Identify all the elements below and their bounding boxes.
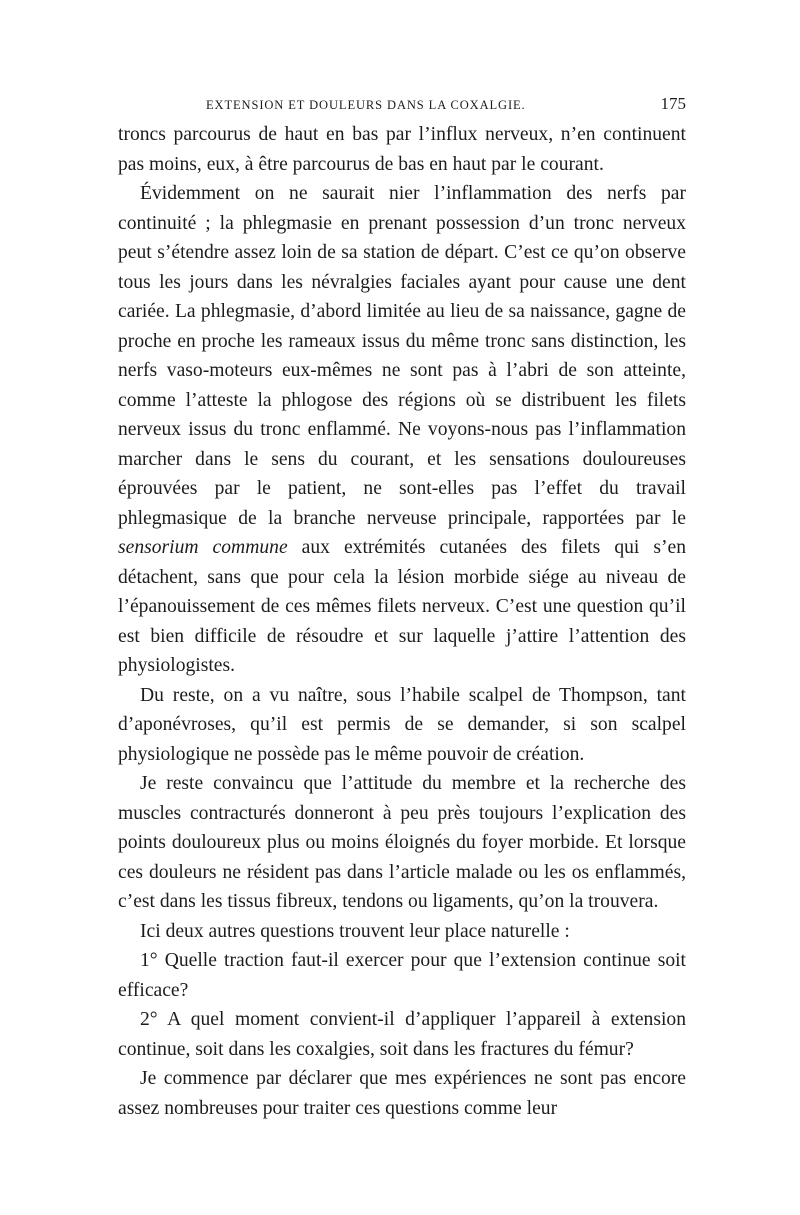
paragraph (118, 1064, 686, 1123)
text-run: Je commence par déclarer que mes expériences ne sont pas encore assez nombreuses pour traiter ces questions comme leur (118, 1068, 686, 1119)
book-page (118, 92, 686, 1123)
italic-text: sensorium commune (118, 537, 288, 558)
paragraph (118, 769, 686, 917)
page-number: 175 (660, 94, 686, 113)
text-run: Évidemment on ne saurait nier l’inflammation des nerfs par continuité ; la phlegmasie en prenant possession d’un tronc nerveux peut s’étendre assez loin de sa station de départ. C’est ce qu’on observe tous les jours dans les névralgies faciales ayant pour cause une dent cariée. La phlegmasie, d’abord limitée au lieu de sa naissance, gagne de proche en proche les rameaux issus du même tronc sans distinction, les nerfs vaso-moteurs eux-mêmes ne sont pas à l’abri de son atteinte, comme l’atteste la phlogose des régions où se distribuent les filets nerveux issus du tronc enflammé. Ne voyons-nous pas l’inflammation marcher dans le sens du courant, et les sensations douloureuses éprouvées par le patient, ne sont-elles pas l’effet du travail phlegmasique de la branche nerveuse principale, rapportées par le (118, 183, 686, 529)
paragraph (118, 917, 686, 947)
text-run: aux extrémités cutanées des filets qui s’en détachent, sans que pour cela la lésion morbide siége au niveau de l’épanouissement de ces mêmes filets nerveux. C’est une question qu’il est bien difficile de résoudre et sur laquelle j’attire l’attention des physiologistes. (118, 537, 686, 676)
text-run: 2° A quel moment convient-il d’appliquer l’appareil à extension continue, soit dans les coxalgies, soit dans les fractures du fémur? (118, 1009, 686, 1060)
running-head (118, 92, 686, 120)
text-run: Du reste, on a vu naître, sous l’habile scalpel de Thompson, tant d’aponévroses, qu’il est permis de se demander, si son scalpel physiologique ne possède pas le même pouvoir de création. (118, 684, 686, 765)
paragraph (118, 179, 686, 681)
running-title: EXTENSION ET DOULEURS DANS LA COXALGIE. (206, 98, 526, 112)
text-run: Je reste convaincu que l’attitude du membre et la recherche des muscles contracturés donneront à peu près toujours l’explication des points douloureux plus ou moins éloignés du foyer morbide. Et lorsque ces douleurs ne résident pas dans l’article malade ou les os enflammés, c’est dans les tissus fibreux, tendons ou ligaments, qu’on la trouvera. (118, 773, 686, 912)
paragraph (118, 1005, 686, 1064)
paragraph (118, 946, 686, 1005)
text-run: troncs parcourus de haut en bas par l’influx nerveux, n’en continuent pas moins, eux, à être parcourus de bas en haut par le courant. (118, 124, 686, 175)
paragraph (118, 681, 686, 770)
paragraph (118, 120, 686, 179)
body-text (118, 120, 686, 1123)
text-run: Ici deux autres questions trouvent leur place naturelle : (140, 920, 570, 942)
text-run: 1° Quelle traction faut-il exercer pour que l’extension continue soit efficace? (118, 950, 686, 1001)
